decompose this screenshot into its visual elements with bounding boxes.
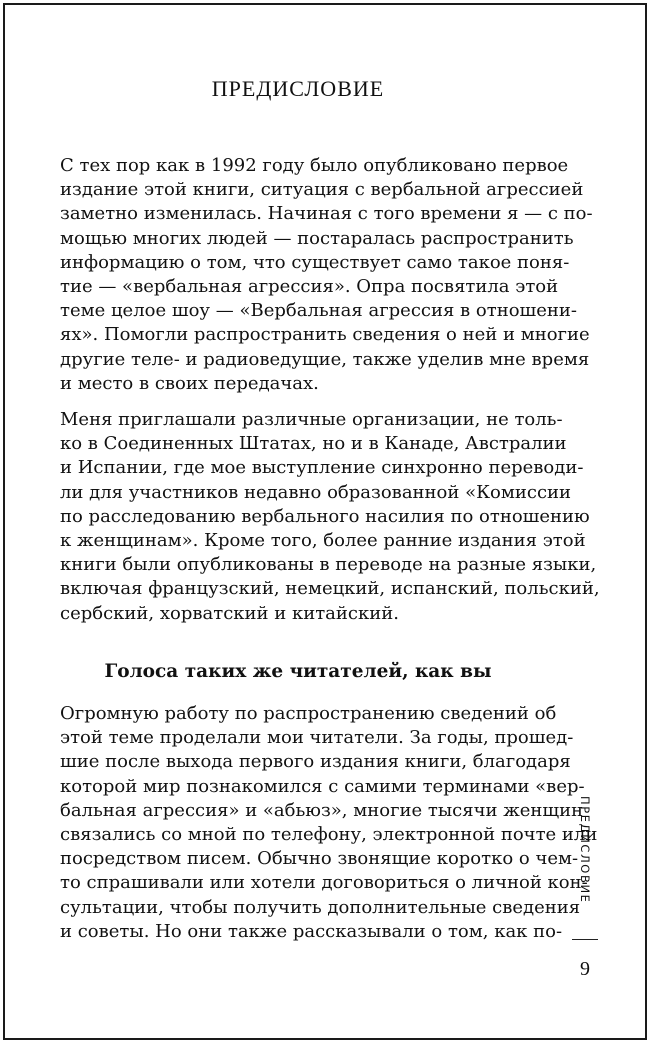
paragraph-1-line: ях». Помогли распространить сведения о ней и многие [60,324,590,346]
paragraph-2-line: ко в Соединенных Штатах, но и в Канаде, Австралии [60,433,567,455]
paragraph-3-line: сультации, чтобы получить дополнительные сведения [60,896,581,918]
paragraph-2-line: к женщинам». Кроме того, более ранние издания этой [60,530,586,552]
paragraph-1-line: заметно изменилась. Начиная с того времени я — с по- [60,203,593,225]
paragraph-2-line: Меня приглашали различные организации, не толь- [60,409,563,430]
paragraph-3-line: шие после выхода первого издания книги, благодаря [60,751,571,773]
chapter-title: ПРЕДИСЛОВИЕ [211,76,385,101]
paragraph-2-line: книги были опубликованы в переводе на разные языки, [60,554,597,576]
paragraph-1 [60,154,593,396]
paragraph-1-line: мощью многих людей — постаралась распространить [60,227,574,249]
paragraph-1-line: тие — «вербальная агрессия». Опра посвятила этой [60,276,559,298]
folio-rule [572,939,598,940]
paragraph-1-line: другие теле- и радиоведущие, также уделив мне время [60,348,590,370]
running-head: ПРЕДИСЛОВИЕ [578,796,592,904]
paragraph-1-line: С тех пор как в 1992 году было опубликовано первое [60,155,569,176]
paragraph-3-line: то спрашивали или хотели договориться о личной кон- [60,872,588,894]
paragraph-1-line: и место в своих передачах. [60,372,319,394]
page-number: 9 [580,958,590,980]
paragraph-2-line: ли для участников недавно образованной «Комиссии [60,481,572,503]
paragraph-2-line: сербский, хорватский и китайский. [60,602,399,624]
paragraph-3-line: которой мир познакомился с самими терминами «вер- [60,775,585,797]
paragraph-3-line: посредством писем. Обычно звонящие коротко о чем- [60,848,579,870]
paragraph-1-line: теме целое шоу — «Вербальная агрессия в отношени- [60,300,578,322]
paragraph-2 [60,408,600,626]
paragraph-2-line: по расследованию вербального насилия по отношению [60,505,590,527]
paragraph-1-line: издание этой книги, ситуация с вербальной агрессией [60,179,584,201]
paragraph-3-line: связались со мной по телефону, электронной почте или [60,824,598,846]
paragraph-3-line: Огромную работу по распространению сведений об [60,703,557,724]
paragraph-3-line: этой теме проделали мои читатели. За годы, прошед- [60,727,574,749]
paragraph-2-line: и Испании, где мое выступление синхронно переводи- [60,457,584,479]
section-heading: Голоса таких же читателей, как вы [104,661,492,682]
paragraph-3-line: и советы. Но они также рассказывали о том, как по- [60,920,563,942]
paragraph-2-line: включая французский, немецкий, испанский, польский, [60,578,600,600]
paragraph-1-line: информацию о том, что существует само такое поня- [60,251,570,273]
paragraph-3-line: бальная агрессия» и «абьюз», многие тысячи женщин [60,799,584,821]
